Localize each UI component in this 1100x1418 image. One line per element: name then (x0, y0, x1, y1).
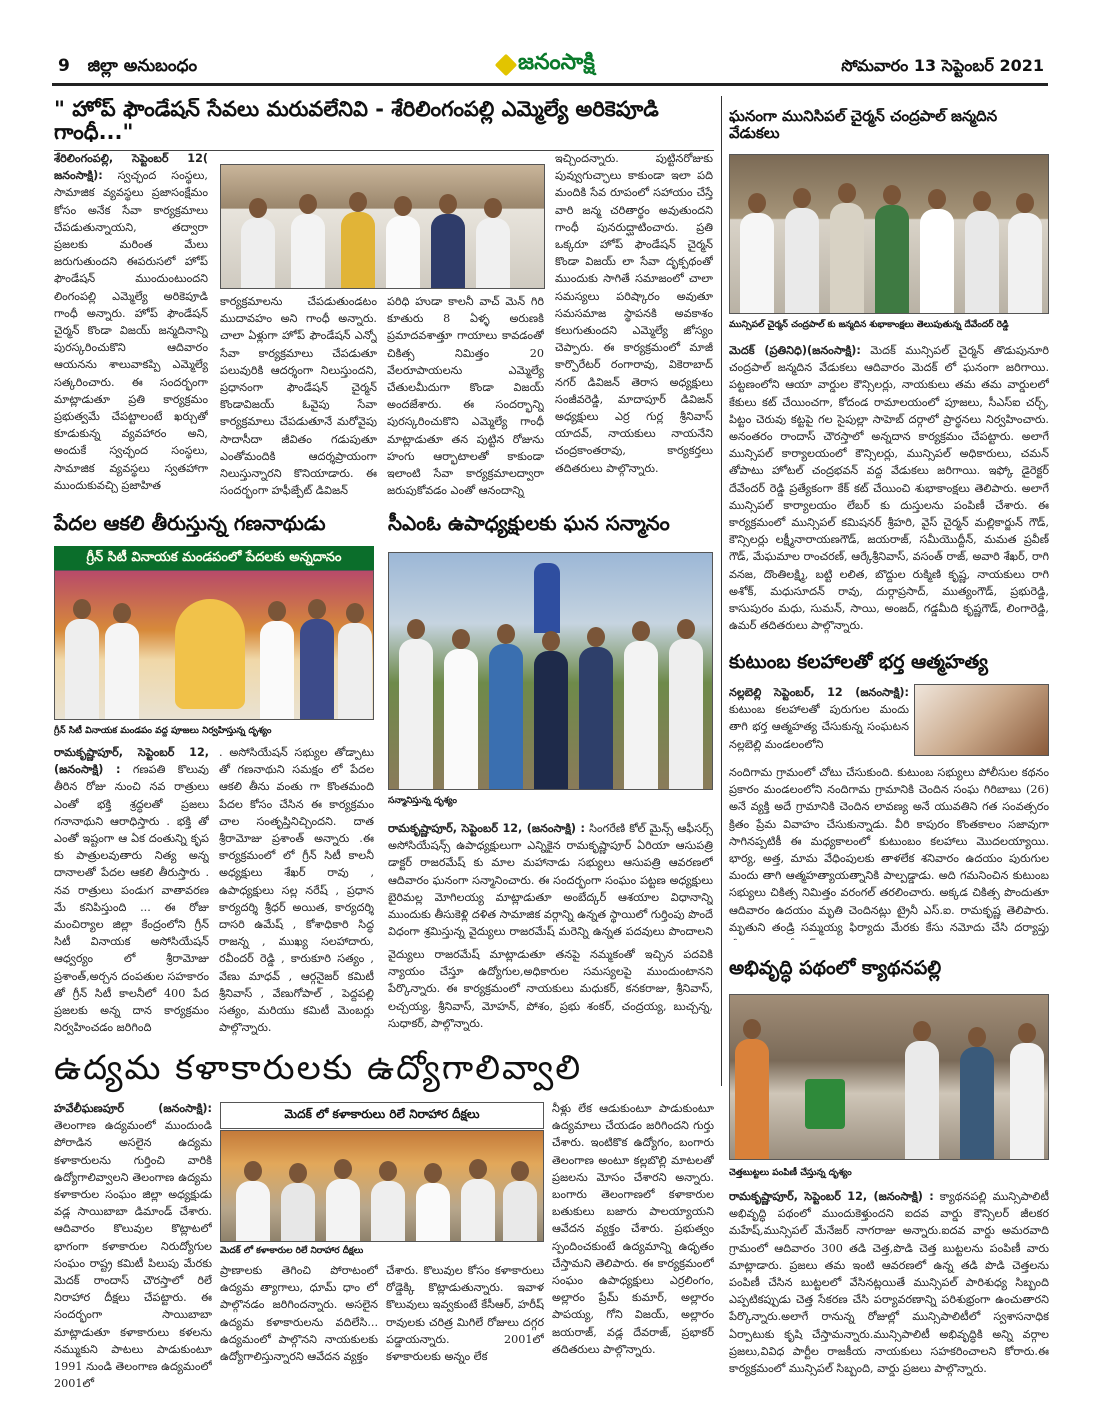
story4-photo (388, 552, 713, 790)
story5-body: నందిగామ గ్రామంలో చోటు చేసుకుంది. కుటుంబ సభ్యులు పోలీసుల కథనం ప్రకారం మండలంలోని నందిగామ గ్రామానికి చెందిన సంఘ గిరిబాబు (26) అనే వ్యక్తి అదే గ్రామానికి చెందిన లావణ్య అనే యువతిని గత సంవత్సరం క్రితం ప్రేమ వివాహం చేసుకున్నాడు. వీరి కాపురం కొంతకాలం సజావుగా సాగినప్పటికీ ఈ మధ్యకాలంలో కుటుంబం కలహాలు మొదలయ్యాయి. భార్య, అత్త, మామ వేధింపులకు తాళలేక శనివారం ఉదయం పురుగుల మందు తాగి ఆత్మహత్యాయత్నానికి పాల్పడ్డాడు. అది గమనించిన కుటుంబ సభ్యులు చికిత్స నిమిత్తం వరంగల్ తరలించారు. అక్కడ చికిత్స పొందుతూ ఆదివారం ఉదయం మృతి చెందినట్లు ట్రైనీ ఎస్.ఐ. రామకృష్ణ తెలిపారు. మృతుని తండ్రి సమ్మయ్య ఫిర్యాదు మేరకు కేసు నమోదు చేసి దర్యాప్తు (729, 766, 1049, 934)
story2-dateline: మెదక్ (ప్రతినిధి)(జనంసాక్షి): (729, 344, 861, 357)
story7-col2: ప్రాణాలకు తెగించి పోరాటంలో ఉద్యమ త్యాగాలు, ధూమ్ ధాం లో పాల్గొనడం జరిగిందన్నారు. అసలైన ఉద్యమ కళాకారులను వదిలేసి... ఉద్యమంలో పాల్గొనని నాయకులకు ఉద్యోగాలిస్తున్నారని ఆవేదన వ్యక్తం (220, 1264, 378, 1364)
story7-col1 (54, 1100, 212, 1396)
story3-headline: పేదల ఆకలి తీరుస్తున్న గణనాథుడు (54, 511, 326, 535)
story5-dateline: నల్లబెల్లి సెప్టెంబర్, 12 (జనంసాక్షి): (729, 686, 909, 699)
story4-body-block (388, 820, 713, 942)
story4-headline: సీఎంఓ ఉపాధ్యక్షులకు ఘన సన్మానం (388, 511, 670, 535)
story1-col1 (54, 150, 208, 500)
story7-photo (220, 1130, 544, 1242)
story2-body: మెదక్ మున్సిపల్ చైర్మన్ తొడుపునూరి చంద్రపాల్ జన్మదిన వేడుకలు ఆదివారం మెదక్ లో ఘనంగా జరిగాయి. పట్టణంలోని ఆయా వార్డుల కౌన్సిలర్లు, నాయకులు తమ తమ వార్డులలో కేకులు కట్ చేయించగా, కోదండ రామాలయంలో పూజలు, సీఎస్ఐ చర్చ్, పిట్టం చెరువు కట్టపై గల సైపుల్లా సాహెబ్ దర్గాలో ప్రార్థనలు నిర్వహించారు. అనంతరం రాందాస్ చౌరస్తాలో అన్నదాన కార్యక్రమం చేపట్టారు. అలాగే మున్సిపల్ కార్యాలయంలో కౌన్సిలర్లు, మున్సిపల్ అధికారులు, చమన్ తోపాటు హోటల్ చంద్రభవన్ వద్ద వేడుకలు జరిగాయి. ఇఫ్కో డైరెక్టర్ దేవేందర్ రెడ్డి ప్రత్యేకంగా కేక్ కట్ చేయించి శుభాకాంక్షలు తెలిపారు. అలాగే మున్సిపల్ కార్యాలయం లేబర్ కు దుస్తులను పంపిణీ చేశారు. ఈ కార్యక్రమంలో మున్సిపల్ కమిషనర్ శ్రీహరి, వైస్ చైర్మన్ మల్లికార్జున్ గౌడ్, కౌన్సిలర్లు లక్ష్మీనారాయణగౌడ్, జయరాజ్, సమీయొద్దీన్, మమత ప్రవీణ్ గౌడ్, మేఘమాల రాంచరణ్, ఆర్కేశ్రీనివాస్, వసంత్ రాజ్, అవారి శేఖర్, రాగి వనజ, దొంతిలక్ష్మి, బట్టి లలిత, బొద్దుల రుక్మిణి కృష్ణ, నాయకులు రాగి అశోక్, మధుసూదన్ రావు, దుర్గాప్రసాద్, ముత్యంగౌడ్, ప్రభురెడ్డి, కాసుపురం మధు, సుమన్, సాయి, అంజద్, గడ్డమీది కృష్ణగౌడ్, లింగారెడ్డి, ఉమర్ తదితరులు పాల్గొన్నారు. (729, 344, 1049, 633)
story2-caption: మున్సిపల్ చైర్మన్ చంద్రపాల్ కు జన్మదిన శుభాకాంక్షలు తెలుపుతున్న దేవేందర్ రెడ్డి (729, 320, 1009, 330)
paper-logo (498, 50, 595, 80)
story1-col4: ఇచ్చిందన్నారు. పుట్టినరోజుకు పువ్వుగుచ్ఛాలు కాకుండా ఇలా పది మందికి సేవ రూపంలో సహాయం చేస్తే వారి జన్మ చరితార్థం అవుతుందని గాంధీ పునరుద్ఘాటించారు. ప్రతి ఒక్కరూ హోప్ ఫౌండేషన్ చైర్మన్ కొండా విజయ్ లా సేవా దృక్పథంతో ముందుకు సాగితే సమాజంలో చాలా సమస్యలు పరిష్కారం అవుతూ సమసమాజ స్థాపనకి అవకాశం కలుగుతుందని ఎమ్మెల్యే జోస్యం చెప్పారు. ఈ కార్యక్రమంలో మాజీ కార్పొరేటర్ రంగారావు, వికెరాబాద్ నగర్ డివిజన్ తెరాస అధ్యక్షులు సంజీవరెడ్డి, మాదాపూర్ డివిజన్ అధ్యక్షులు ఎర్ర గుర్ల శ్రీనివాస్ యాదవ్, నాయకులు నాయనేని చంద్రకాంతరావు, కార్యకర్తలు తదితరులు పాల్గొన్నారు. (555, 152, 713, 475)
story3-banner: గ్రీన్ సిటీ వినాయక మండపంలో పేదలకు అన్నదానం (54, 546, 374, 572)
story3-col1 (54, 744, 209, 1044)
story7-dateline: హవేలీఘణపూర్ (జనంసాక్షి): (54, 1102, 212, 1115)
story2-photo (729, 154, 1049, 314)
story5-intro-block (729, 684, 909, 762)
column-divider (721, 96, 722, 1086)
story6-photo (729, 994, 1049, 1160)
story6-caption: చెత్తబుట్టలు పంపిణీ చేస్తున్న దృశ్యం (729, 1168, 852, 1178)
story6-dateline: రామకృష్ణాపూర్, సెప్టెంబర్ 12, (జనంసాక్షి) : (729, 1190, 934, 1203)
story5-photo (914, 684, 1049, 756)
story7-headline: ఉద్యమ కళాకారులకు ఉద్యోగాలివ్వాలి (54, 1048, 583, 1088)
story4-caption: సన్మానిస్తున్న దృశ్యం (388, 796, 457, 806)
story4-body2: వైద్యులు రాజరమేష్ మాట్లాడుతూ తనపై నమ్మకంతో ఇచ్చిన పదవికి న్యాయం చేస్తూ ఉద్యోగుల,అధికారుల సమస్యలపై ముందుంటానని పేర్కొన్నారు. ఈ కార్యక్రమంలో నాయకులు మధుకర్, కనకరాజు, శ్రీనివాస్, లచ్చయ్య, శ్రీనివాస్, మోహన్, పోశం, ప్రభు శంకర్, చంద్రయ్య, బుచ్చన్న, సుధాకర్, పాల్గొన్నారు. (388, 948, 713, 1030)
story2-body-block (729, 342, 1049, 642)
story7-col4: నీళ్లు లేక ఆడుకుంటూ పాడుకుంటూ ఉద్యమాలు చేయడం జరిగిందని గుర్తు చేశారు. ఇంటికొక ఉద్యోగం, బంగారు తెలంగాణ అంటూ కల్లబొల్లి మాటలతో ప్రజలను మోసం చేశారని అన్నారు. బంగారు తెలంగాణలో కళాకారుల బతుకులు బజారు పాలయ్యాయని ఆవేదన వ్యక్తం చేశారు. ప్రభుత్వం స్పందించకుంటే ఉద్యమాన్ని ఉధృతం చేస్తామని తెలిపారు. ఈ కార్యక్రమంలో సంఘం ఉపాధ్యక్షులు ఎర్రలింగం, అల్లారం ప్రేమ్ కుమార్, అల్లారం పాపయ్య, గోని విజయ్, అల్లారం జయరాజ్, వడ్ల దేవరాజ్, ప్రభాకర్ తదితరులు పాల్గొన్నారు. (552, 1102, 714, 1356)
story3-caption: గ్రీన్ సిటీ వినాయక మండపం వద్ద పూజలు నిర్వహిస్తున్న దృశ్యం (54, 726, 272, 736)
story3-text-col1: గణపతి కొలువు తీరిన రోజు నుంచి నవ రాత్రులు ఎంతో భక్తి శ్రద్ధలతో ప్రజలు గనానాథుని ఆరాధిస్తారు . భక్తి తో ఎంతో ఇష్టంగా ఆ ఏక దంతున్ని కృప కు పాత్రులవుతారు నిత్య అన్న దానాలతో పేదల ఆకలి తీరుస్తారు . నవ రాత్రులు పండుగ వాతావరణ మే కనిపిస్తుంది ... ఈ రోజు మంచిర్యాల జిల్లా కేంద్రంలోని గ్రీన్ సిటీ వినాయక అసోసియేషన్ ఆధ్వర్యం లో శ్రీరామోజు ప్రశాంత్,అర్చన దంపతుల సహకారం తో గ్రీన్ సిటీ కాలనీలో 400 పేద ప్రజలకు అన్న దాన కార్యక్రమం నిర్వహించడం జరిగింది (54, 763, 209, 1035)
story6-headline: అభివృద్ధి పథంలో క్యాథనపల్లి (729, 957, 942, 979)
story2-headline: ఘనంగా మునిసిపల్ చైర్మన్ చంద్రపాల్ జన్మదిన వేడుకలు (729, 107, 998, 142)
story3-dateline: రామకృష్ణాపూర్, సెప్టెంబర్ 12, (జనంసాక్షి) : (54, 746, 209, 777)
story1-headline: " హోప్ ఫౌండేషన్ సేవలు మరువలేనివి - శేరిలింగంపల్లి ఎమ్మెల్యే అరికెపూడి గాంధీ..." (54, 98, 714, 151)
story7-text-col1: తెలంగాణ ఉద్యమంలో ముందుండి పోరాడిన అసలైన ఉద్యమ కళాకారులను గుర్తించి వారికి ఉద్యోగాలివ్వాలని తెలంగాణ ఉద్యమ కళాకారుల సంఘం జిల్లా అధ్యక్షుడు వడ్ల సాయిబాబా డిమాండ్ చేశారు. ఆదివారం కొలువుల కొట్లాటలో భాగంగా కళాకారుల నిరుద్యోగుల సంఘం రాష్ట్ర కమిటీ పిలుపు మేరకు మెదక్ రాందాస్ చౌరస్తాలో రిలే నిరాహార దీక్షలు చేపట్టారు. ఈ సందర్భంగా సాయిబాబా మాట్లాడుతూ కళాకారులు కళలను నమ్ముకుని పాటలు పాడుకుంటూ 1991 నుండి తెలంగాణ ఉద్యమంలో 2001లో (54, 1119, 212, 1391)
story7-caption: మెదక్ లో కళాకారుల రిలే నిరాహార దీక్షలు (220, 1246, 364, 1256)
story4-dateline: రామకృష్ణాపూర్, సెప్టెంబర్ 12, (జనంసాక్షి) : (388, 822, 585, 835)
logo-diamond-icon (495, 54, 518, 77)
issue-date: సోమవారం 13 సెప్టెంబర్ 2021 (841, 56, 1044, 75)
story7-col3: చేశారు. కొలువుల కోసం కళాకారులు రోడ్డెక్కి కొట్లాడుతున్నారు. ఇవాళ కొలువులు ఇవ్వకుంటే కేసీఆర్, హరీష్ రావులకు చరిత్ర మిగిలే రోజులు దగ్గర పడ్డాయన్నారు. 2001లో కళాకారులకు అన్నం లేక (386, 1264, 544, 1364)
story5-headline: కుటుంబ కలహాలతో భర్త ఆత్మహత్య (729, 651, 988, 673)
section-name: జిల్లా అనుబంధం (87, 56, 198, 76)
page-number: 9 జిల్లా అనుబంధం (58, 56, 198, 76)
story6-body-block (729, 1188, 1049, 1394)
story7-banner: మెదక్ లో కళాకారులు రిలే నిరాహార దీక్షలు (220, 1102, 544, 1129)
story4-body: సింగరేణి కోల్ మైన్స్ ఆఫీసర్స్ అసోసియేషన్స్ ఉపాధ్యక్షులుగా ఎన్నికైన రామకృష్ణాపూర్ ఏరియా ఆసుపత్రి డాక్టర్ రాజరమేష్ కు మాల మహానాడు సభ్యులు ఆసుపత్రి ఆవరణలో ఆదివారం ఘనంగా సన్మానించారు. ఈ సందర్భంగా సంఘం పట్టణ అధ్యక్షులు బైరిమల్ల మోగిలయ్య మాట్లాడుతూ అంబేద్కర్ ఆశయాల విధానాన్ని ముందుకు తీసుకెళ్లి దళిత సామాజిక వర్గాన్ని ఉన్నత స్థాయిలో గుర్తింపు పొందే విధంగా శ్రమిస్తున్న వైద్యులు రాజరమేష్ మరెన్ని ఉన్నత పదవులు పొందాలని (388, 822, 713, 939)
story3-photo (54, 570, 374, 720)
story1-text-col1: స్వచ్ఛంద సంస్థలు, సామాజిక వ్యవస్థలు ప్రజాసంక్షేమం కోసం అనేక సేవా కార్యక్రమాలు చేపడుతున్నాయని, తద్వారా ప్రజలకు మరింత మేలు జరుగుతుందని ఈపరుసలో హోప్ ఫౌండేషన్ ముందుంటుందని లింగంపల్లి ఎమ్మెల్యే అరికెపూడి గాంధీ అన్నారు. హోప్ ఫౌండేషన్ చైర్మన్ కొండా విజయ్ జన్మదినాన్ని పురస్కరించుకొని ఆదివారం ఆయనను శాలువాకప్పి ఎమ్మెల్యే సత్కరించారు. ఈ సందర్భంగా మాట్లాడుతూ ప్రతి కార్యక్రమం ప్రభుత్వమే చేపట్టాలంటే ఖర్చుతో కూడుకున్న వ్యవహారం అని, అందుకే స్వచ్ఛంద సంస్థలు, సామాజిక వ్యవస్థలు స్వతహాగా ముందుకువచ్చి ప్రజాహిత (54, 169, 208, 492)
story1-dateline: శేరిలింగంపల్లి, సెప్టెంబర్ 12( జనంసాక్షి): (54, 152, 208, 183)
story5-intro: కుటుంబ కలహాలతో పురుగుల మందు తాగి భర్త ఆత్మహత్య చేసుకున్న సంఘటన నల్లబెల్లి మండలంలోని (729, 703, 909, 751)
story6-body: క్యాథనపల్లి మున్సిపాలిటీ అభివృద్ధి పథంలో ముందుకెళ్తుందని ఐదవ వార్డు కౌన్సిలర్ జీలకర మహేష్,మున్సిపల్ మేనేజర్ నాగరాజు అన్నారు.ఐదవ వార్డు అమరవాది గ్రామంలో ఆదివారం 300 తడి చెత్త,పొడి చెత్త బుట్టలను పంపిణీ వారు మాట్లాడారు. ప్రజలు తమ ఇంటి ఆవరణలో ఉన్న తడి పొడి చెత్తలను పంపిణీ చేసిన బుట్టలలో వేసినట్లయితే మున్సిపల్ పారిశుధ్య సిబ్బంది ఎప్పటికప్పుడు చెత్త సేకరణ చేసి పర్యావరణాన్ని పరిశుభ్రంగా ఉంచుతారని పేర్కొన్నారు.అలాగే రానున్న రోజుల్లో మున్సిపాలిటీలో స్వశాసనాధిక ఏర్పాటుకు కృషి చేస్తామన్నారు.మున్సిపాలిటీ అభివృద్ధికి అన్ని వర్గాల ప్రజలు,వివిధ పార్టీల రాజకీయ నాయకులు సహకరించాలని కోరారు.ఈ కార్యక్రమంలో మున్సిపల్ సిబ్బంది, వార్డు ప్రజలు పాల్గొన్నారు. (729, 1190, 1049, 1376)
story1-col3: పరిధి హుడా కాలనీ వాచ్ మెన్ గిరి కూతురు 8 ఏళ్ళ అరుణకి ప్రమాదవశాత్తూ గాయాలు కావడంతో చికిత్స నిమిత్తం 20 వేలరూపాయలను ఎమ్మెల్యే చేతులమీదుగా కొండా విజయ్ అందజేశారు. ఈ సందర్భాన్ని పురస్కరించుకొని ఎమ్మెల్యే గాంధీ మాట్లాడుతూ తన పుట్టిన రోజును హంగు ఆర్భాటాలతో కాకుండా ఇలాంటి సేవా కార్యక్రమాలద్వారా జరుపుకోవడం ఎంతో ఆనందాన్ని (387, 295, 544, 498)
masthead (52, 46, 1048, 86)
story1-col2: కార్యక్రమాలను చేపడుతుండటం ముదావహం అని గాంధీ అన్నారు. చాలా ఏళ్లుగా హోప్ ఫౌండేషన్ ఎన్నో సేవా కార్యక్రమాలు చేపడుతూ పలువురికి ఆదర్శంగా నిలుస్తుందని, ప్రధానంగా ఫౌండేషన్ చైర్మన్ కొండావిజయ్ ఓవైపు సేవా కార్యక్రమాలు చేపడుతూనే మరోవైపు సాదాసీదా జీవితం గడుపుతూ ఎంతోమందికి ఆదర్శప్రాయంగా నిలుస్తున్నారని కొనియాడారు. ఈ సందర్భంగా హఫీజ్పేట్ డివిజన్ (220, 295, 377, 498)
paper-name: జనంసాక్షి (518, 50, 595, 75)
story1-photo (220, 164, 545, 289)
story3-col2: . అసోసియేషన్ సభ్యుల తోడ్పాటు తో గణనాథుని సమక్షం లో పేదల ఆకలి తీను వంతు గా కొంతమంది పేదల కోసం చేసిన ఈ కార్యక్రమం చాల సంతృప్తినిచ్చిందని. దాత శ్రీరామోజు ప్రశాంత్ అన్నారు .ఈ కార్యక్రమంలో లో గ్రీన్ సిటీ కాలనీ అధ్యక్షులు శేఖర్ రావు , ఉపాధ్యక్షులు సల్ల నరేష్ , ప్రధాన కార్యదర్శి శ్రీధర్ అయిత, కార్యదర్శి దాసరి ఉమేష్ , కోశాధికారి సిద్ధ రాజన్న , ముఖ్య సలహాదారు, రవీందర్ రెడ్డి , కారుకూరి సత్యం , వేణు మాధవ్ , ఆర్గనైజర్ కమిటీ శ్రీనివాస్ , వేణుగోపాల్ , పెద్దపల్లి సత్యం, మరియు కమిటీ మెంబర్లు పాల్గొన్నారు. (219, 746, 374, 1035)
